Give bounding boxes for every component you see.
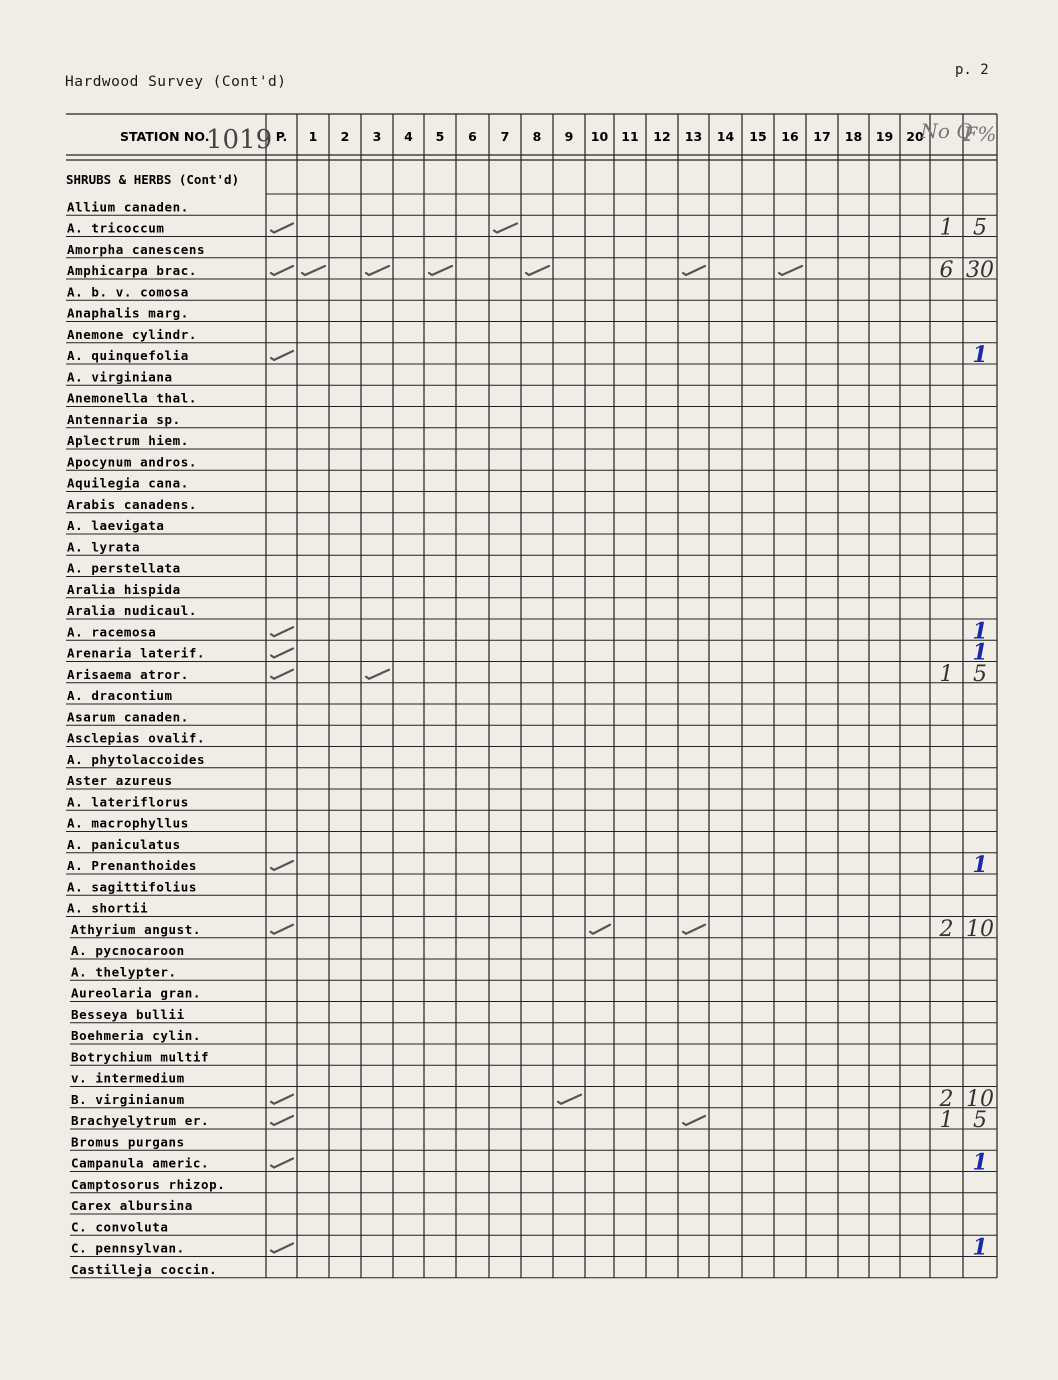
frequency-header: F% — [963, 122, 997, 146]
species-name: Carex albursina — [71, 1198, 193, 1213]
species-name: A. phytolaccoides — [67, 751, 206, 767]
station-label: STATION NO. — [120, 129, 210, 144]
check-mark — [366, 266, 389, 275]
check-mark — [271, 627, 293, 636]
species-name: Camptosorus rhizop. — [71, 1176, 226, 1192]
species-name: Antennaria sp. — [67, 411, 181, 427]
frequency-value: 1 — [972, 1234, 988, 1261]
check-mark — [779, 266, 802, 275]
species-name: A. paniculatus — [67, 836, 181, 852]
column-header: 19 — [875, 129, 894, 144]
species-name: Castilleja coccin. — [71, 1261, 218, 1277]
check-mark — [558, 1095, 581, 1104]
species-name: Amphicarpa brac. — [67, 263, 198, 278]
column-header: 6 — [468, 129, 477, 144]
column-header: 9 — [564, 129, 574, 144]
column-header: 13 — [684, 129, 703, 144]
species-name: A. shortii — [67, 900, 149, 916]
species-name: Athyrium angust. — [71, 921, 202, 937]
no-quadrats-value: 2 — [939, 916, 954, 942]
species-name: A. Prenanthoides — [67, 858, 198, 873]
species-name: Aquilegia cana. — [67, 475, 189, 491]
species-name: A. tricoccum — [67, 220, 165, 236]
column-header: 4 — [404, 129, 413, 144]
frequency-value: 1 — [972, 639, 988, 666]
species-name: Anemone cylindr. — [67, 326, 198, 342]
check-mark — [683, 1116, 705, 1125]
check-mark — [271, 351, 293, 360]
species-name: A. thelypter. — [71, 964, 177, 980]
no-quadrats-value: 1 — [939, 215, 954, 241]
page-title: Hardwood Survey (Cont'd) — [65, 74, 287, 90]
species-name: A. pycnocaroon — [71, 943, 185, 958]
check-mark — [429, 266, 452, 275]
species-name: Asclepias ovalif. — [67, 730, 206, 746]
check-mark — [271, 1159, 293, 1168]
check-mark — [271, 1244, 293, 1253]
species-name: Besseya bullii — [71, 1006, 185, 1022]
page-number: p. 2 — [955, 62, 989, 78]
column-header: 17 — [813, 129, 831, 144]
frequency-value: 5 — [973, 661, 987, 687]
frequency-value: 10 — [966, 916, 994, 942]
species-name: A. racemosa — [67, 624, 157, 640]
no-quadrats-value: 1 — [939, 661, 954, 687]
species-name: C. convoluta — [71, 1219, 169, 1235]
column-header: 12 — [653, 129, 671, 144]
species-name: C. pennsylvan. — [71, 1240, 185, 1256]
species-name: Apocynum andros. — [67, 454, 198, 470]
column-header: 5 — [435, 129, 445, 144]
species-name: A. b. v. comosa — [67, 284, 189, 300]
station-number: 1019 — [206, 125, 273, 155]
species-name: Arabis canadens. — [67, 496, 198, 512]
check-mark — [271, 649, 293, 658]
column-header: 16 — [781, 129, 799, 144]
check-mark — [271, 266, 293, 275]
frequency-value: 10 — [966, 1086, 994, 1112]
check-mark — [271, 925, 293, 934]
no-quadrats-value: 6 — [939, 258, 954, 283]
column-header: 14 — [716, 129, 735, 144]
frequency-value: 5 — [973, 1108, 987, 1133]
frequency-value: 30 — [966, 258, 994, 283]
species-name: Aplectrum hiem. — [67, 433, 189, 448]
species-name: Arisaema atror. — [67, 666, 189, 682]
frequency-value: 1 — [972, 1149, 988, 1176]
species-name: A. perstellata — [67, 560, 181, 576]
column-header: P. — [275, 129, 288, 144]
column-header: 20 — [906, 129, 924, 144]
column-header: 11 — [621, 129, 639, 144]
column-header: 8 — [532, 129, 542, 144]
check-mark — [683, 925, 705, 934]
species-name: A. laevigata — [67, 518, 165, 533]
species-name: Allium canaden. — [67, 199, 189, 215]
no-quadrats-value: 1 — [939, 1108, 954, 1133]
species-name: Bromus purgans — [71, 1134, 185, 1150]
check-mark — [271, 861, 293, 870]
species-name: Aralia hispida — [67, 581, 181, 597]
column-header: 7 — [500, 129, 510, 144]
check-mark — [494, 224, 517, 233]
column-header: 3 — [372, 129, 382, 144]
species-name: Boehmeria cylin. — [71, 1028, 202, 1043]
column-header: 18 — [844, 129, 863, 144]
check-mark — [271, 224, 293, 233]
species-name: B. virginianum — [71, 1091, 185, 1107]
check-mark — [590, 925, 610, 934]
species-name: Aralia nudicaul. — [67, 603, 198, 618]
species-name: A. dracontium — [67, 688, 173, 703]
check-mark — [526, 266, 549, 275]
species-name: Brachyelytrum er. — [71, 1113, 210, 1128]
column-header: 2 — [340, 129, 350, 144]
section-title: SHRUBS & HERBS (Cont'd) — [66, 172, 240, 187]
frequency-value: 1 — [972, 618, 988, 645]
no-quadrats-value: 2 — [939, 1086, 954, 1112]
column-header: 10 — [590, 129, 609, 144]
frequency-value: 1 — [972, 852, 988, 878]
species-name: A. sagittifolius — [67, 879, 198, 895]
species-name: v. intermedium — [71, 1070, 185, 1086]
species-name: Botrychium multif — [71, 1049, 210, 1065]
species-name: A. lateriflorus — [67, 794, 189, 810]
species-name: Anemonella thal. — [67, 390, 198, 406]
check-mark — [271, 1116, 293, 1125]
frequency-value: 1 — [972, 342, 988, 368]
check-mark — [683, 266, 705, 275]
column-header: 15 — [749, 129, 767, 144]
species-name: Arenaria laterif. — [67, 645, 206, 661]
species-name: A. quinquefolia — [67, 348, 189, 363]
species-name: Aster azureus — [67, 773, 173, 788]
check-mark — [302, 266, 325, 275]
check-mark — [271, 1095, 293, 1104]
check-mark — [271, 670, 293, 679]
species-name: Asarum canaden. — [67, 709, 189, 725]
frequency-value: 5 — [973, 215, 987, 241]
no-quadrats-header: No Q — [920, 119, 973, 143]
species-name: A. macrophyllus — [67, 815, 189, 831]
check-mark — [366, 670, 389, 679]
column-header: 1 — [308, 129, 318, 144]
species-name: Aureolaria gran. — [71, 985, 202, 1001]
species-name: A. lyrata — [67, 539, 141, 555]
species-name: Anaphalis marg. — [67, 305, 189, 321]
species-name: Campanula americ. — [71, 1155, 210, 1171]
species-name: A. virginiana — [67, 369, 173, 385]
species-name: Amorpha canescens — [67, 241, 206, 257]
